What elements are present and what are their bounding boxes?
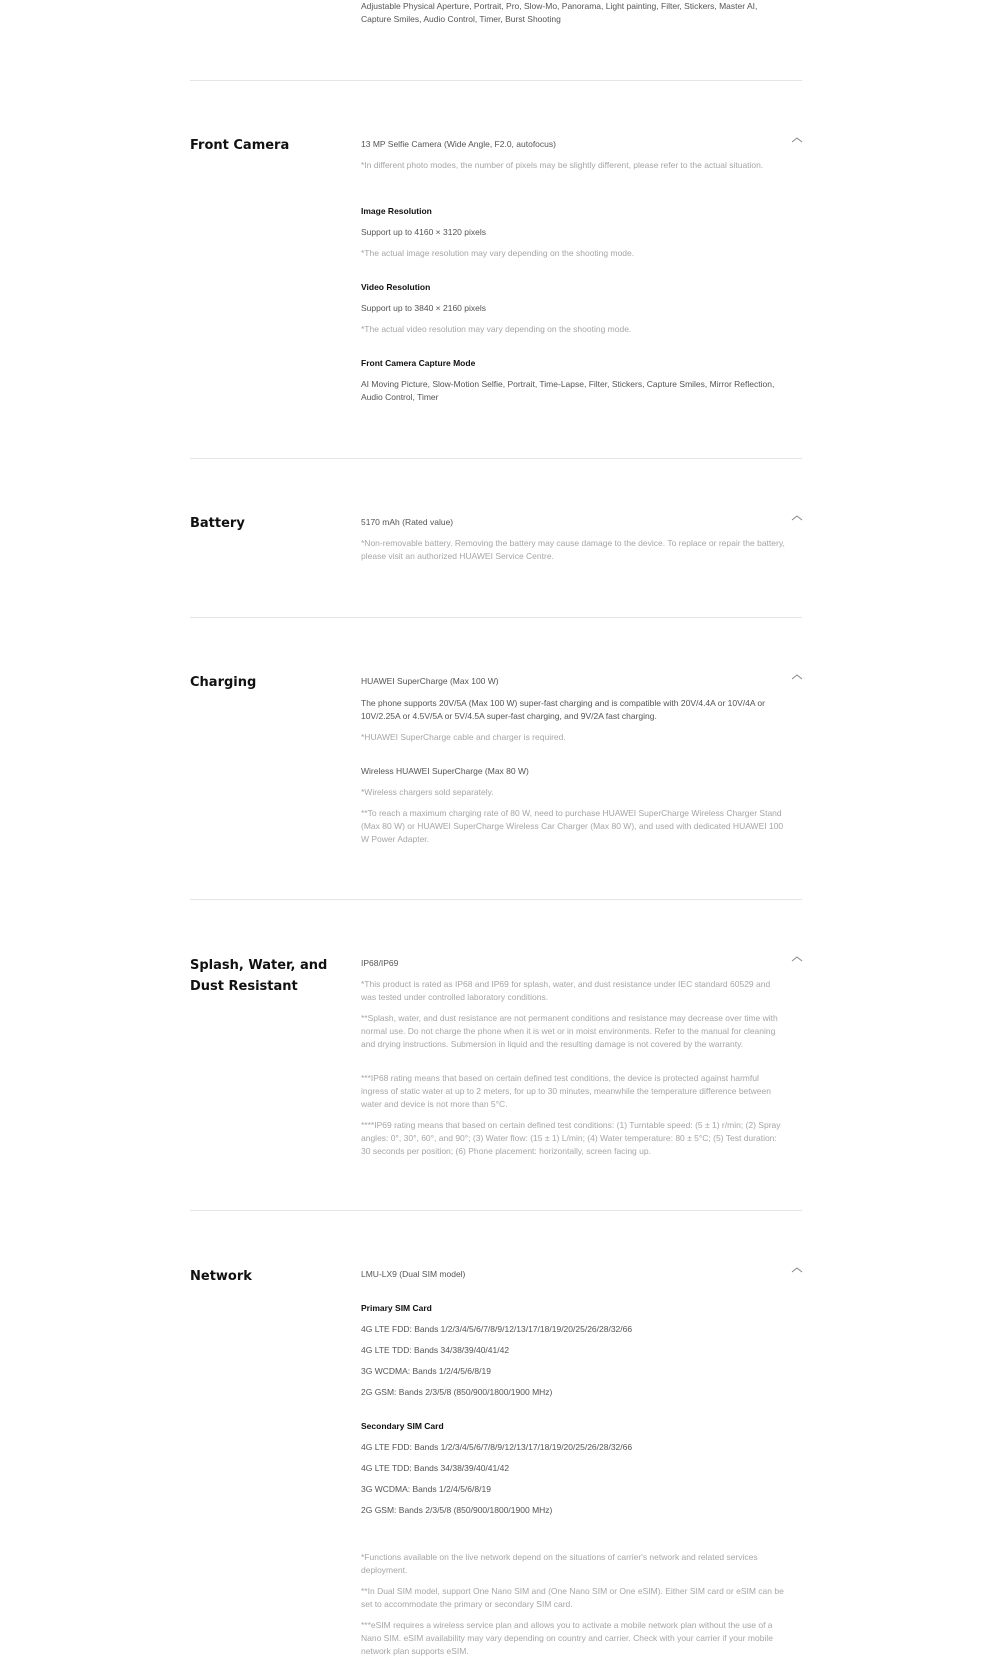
- network-main: LMU-LX9 (Dual SIM model): [361, 1269, 466, 1279]
- primary-band-4g-tdd: 4G LTE TDD: Bands 34/38/39/40/41/42: [361, 1345, 510, 1355]
- battery-note: *Non-removable battery. Removing the battery may cause damage to the device. To replace or repair the battery, please visit an authorized HUAWEI Service Centre.: [361, 538, 785, 561]
- splash-title: Splash, Water, and Dust Resistant: [190, 958, 328, 994]
- network-note-3: ***eSIM requires a wireless service plan and allows you to activate a mobile network plan without the use of a Nano SIM. eSIM availability may vary depending on country and carrier. Check with your carrier if your mobile network plan supports eSIM.: [361, 1620, 773, 1656]
- network-note-1: *Functions available on the live network depend on the situations of carrier's network and related services deployment.: [361, 1552, 758, 1575]
- divider: [190, 458, 802, 459]
- rear-camera-capture-mode-text: Adjustable Physical Aperture, Portrait, Pro, Slow-Mo, Panorama, Light painting, Filter, Stickers, Master AI, Capture Smiles, Audio Control, Timer, Burst Shooting: [361, 1, 758, 24]
- collapse-splash-button[interactable]: [789, 954, 805, 964]
- charging-note-1: *HUAWEI SuperCharge cable and charger is required.: [361, 732, 566, 742]
- network-note-2: **In Dual SIM model, support One Nano SIM and (One Nano SIM or One eSIM). Either SIM card or eSIM can be set to accommodate the primary or secondary SIM card.: [361, 1586, 784, 1609]
- chevron-up-icon: [789, 954, 805, 964]
- collapse-network-button[interactable]: [789, 1265, 805, 1275]
- collapse-front-camera-button[interactable]: [789, 135, 805, 145]
- network-title: Network: [190, 1269, 252, 1284]
- video-resolution-heading: Video Resolution: [361, 282, 431, 292]
- secondary-band-4g-tdd: 4G LTE TDD: Bands 34/38/39/40/41/42: [361, 1463, 510, 1473]
- image-resolution-note: *The actual image resolution may vary depending on the shooting mode.: [361, 248, 635, 258]
- charging-desc: The phone supports 20V/5A (Max 100 W) super-fast charging and is compatible with 20V/4.4A or 10V/4A or 10V/2.25A or 4.5V/5A or 5V/4.5A super-fast charging, and 9V/2A fast charging.: [361, 698, 765, 721]
- wireless-charging: Wireless HUAWEI SuperCharge (Max 80 W): [361, 766, 529, 776]
- primary-band-2g: 2G GSM: Bands 2/3/5/8 (850/900/1800/1900 MHz): [361, 1387, 553, 1397]
- splash-note-1: *This product is rated as IP68 and IP69 for splash, water, and dust resistance under IEC standard 60529 and was tested under controlled laboratory conditions.: [361, 979, 771, 1002]
- battery-title: Battery: [190, 516, 245, 531]
- primary-band-4g-fdd: 4G LTE FDD: Bands 1/2/3/4/5/6/7/8/9/12/13/17/18/19/20/25/26/28/32/66: [361, 1324, 633, 1334]
- splash-main: IP68/IP69: [361, 958, 399, 968]
- front-camera-main: 13 MP Selfie Camera (Wide Angle, F2.0, autofocus): [361, 139, 556, 149]
- image-resolution-text: Support up to 4160 × 3120 pixels: [361, 227, 486, 237]
- secondary-sim-heading: Secondary SIM Card: [361, 1421, 444, 1431]
- primary-band-3g: 3G WCDMA: Bands 1/2/4/5/6/8/19: [361, 1366, 491, 1376]
- collapse-charging-button[interactable]: [789, 672, 805, 682]
- divider: [190, 617, 802, 618]
- splash-note-4: ****IP69 rating means that based on certain defined test conditions: (1) Turntable speed: (5 ± 1) r/min; (2) Spray angles: 0°, 30°, 60°, and 90°; (3) Water flow: (15 ± 1) L/min; (4) Water temperature: 80 ± 5°C; (5) Test duration: 30 seconds per position; (6) Phone placement: horizontally, screen facing up.: [361, 1120, 781, 1156]
- video-resolution-text: Support up to 3840 × 2160 pixels: [361, 303, 486, 313]
- video-resolution-note: *The actual video resolution may vary depending on the shooting mode.: [361, 324, 632, 334]
- chevron-up-icon: [789, 1265, 805, 1275]
- charging-main: HUAWEI SuperCharge (Max 100 W): [361, 676, 499, 686]
- front-camera-title: Front Camera: [190, 138, 290, 153]
- primary-sim-heading: Primary SIM Card: [361, 1303, 432, 1313]
- secondary-band-4g-fdd: 4G LTE FDD: Bands 1/2/3/4/5/6/7/8/9/12/13/17/18/19/20/25/26/28/32/66: [361, 1442, 633, 1452]
- front-camera-note: *In different photo modes, the number of pixels may be slightly different, please refer to the actual situation.: [361, 160, 764, 170]
- secondary-band-2g: 2G GSM: Bands 2/3/5/8 (850/900/1800/1900 MHz): [361, 1505, 553, 1515]
- divider: [190, 899, 802, 900]
- battery-main: 5170 mAh (Rated value): [361, 517, 454, 527]
- front-capture-mode-heading: Front Camera Capture Mode: [361, 358, 476, 368]
- chevron-up-icon: [789, 135, 805, 145]
- splash-note-2: **Splash, water, and dust resistance are not permanent conditions and resistance may decrease over time with normal use. Do not charge the phone when it is wet or in moist environments. Refer to the manual for cleaning and drying instructions. Submersion in liquid and the resulting damage is not covered by the warranty.: [361, 1013, 778, 1049]
- front-capture-mode-text: AI Moving Picture, Slow-Motion Selfie, Portrait, Time-Lapse, Filter, Stickers, Capture Smiles, Mirror Reflection, Audio Control, Timer: [361, 379, 775, 402]
- charging-title: Charging: [190, 675, 257, 690]
- divider: [190, 80, 802, 81]
- chevron-up-icon: [789, 513, 805, 523]
- charging-note-2: *Wireless chargers sold separately.: [361, 787, 494, 797]
- secondary-band-3g: 3G WCDMA: Bands 1/2/4/5/6/8/19: [361, 1484, 491, 1494]
- splash-note-3: ***IP68 rating means that based on certain defined test conditions, the device is protected against harmful ingress of static water at up to 2 meters, for up to 30 minutes, meanwhile the temperature difference between water and device is not more than 5°C.: [361, 1073, 771, 1109]
- image-resolution-heading: Image Resolution: [361, 206, 432, 216]
- collapse-battery-button[interactable]: [789, 513, 805, 523]
- charging-note-3: **To reach a maximum charging rate of 80 W, need to purchase HUAWEI SuperCharge Wireless Charger Stand (Max 80 W) or HUAWEI SuperCharge Wireless Car Charger (Max 80 W), and used with dedicated HUAWEI 100 W Power Adapter.: [361, 808, 784, 844]
- divider: [190, 1210, 802, 1211]
- chevron-up-icon: [789, 672, 805, 682]
